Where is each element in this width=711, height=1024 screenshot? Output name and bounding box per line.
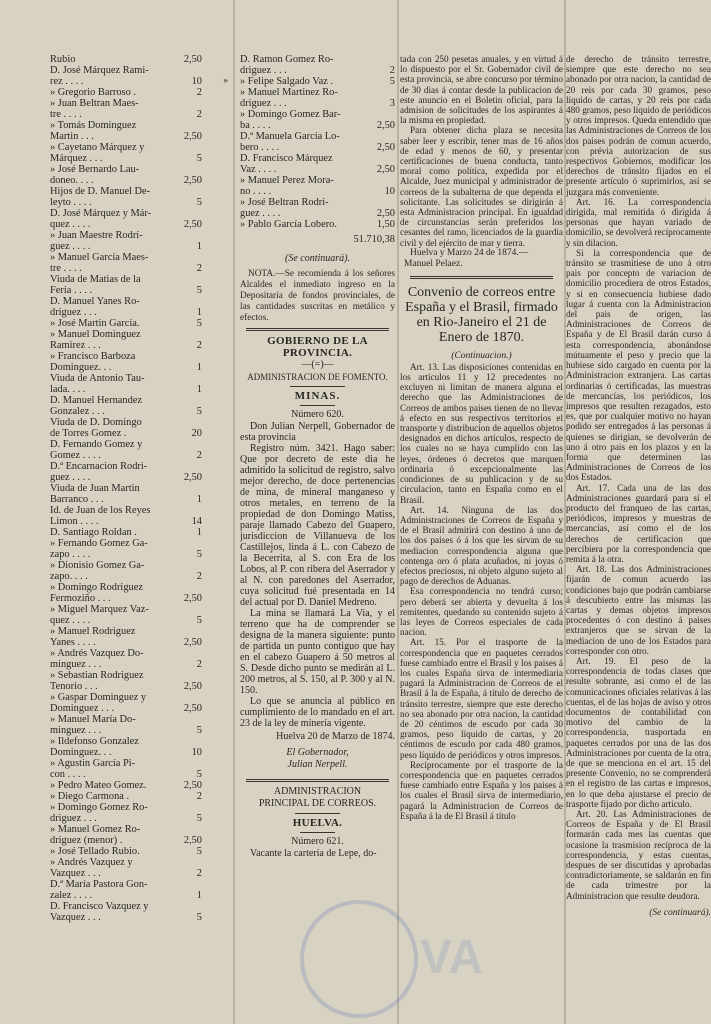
subscriber-name: driguez . . . — [240, 98, 287, 109]
subscriber-name: Vazquez . . . — [50, 868, 101, 879]
subsection-title: ADMINISTRACION DE FOMENTO. — [247, 372, 388, 382]
subscription-row — [240, 186, 395, 197]
subscription-amount: 2,50 — [183, 175, 202, 186]
subscriber-name: » José Martin García. — [50, 318, 140, 329]
subscription-amount: 5 — [196, 769, 202, 780]
paragraph: Registro núm. 3421. Hago saber: Que por decreto de este dia he admitido la solicitud de registro, salvo mejor derecho, de doce pertenencias de mina, de mineral manganeso y otros metales, en terreno de la propiedad de don Domingo Matiss, paraje llamado Cabezo del Guapero, jurisdiccion de Villanueva de los Castillejos, linda á L. con Cabezo de la Becerrita, al S. con Era de los Lobos, al P. con ribera del Aserrador y al N. con paredones del Aserrador, cuya solicitud fué presentada en 14 del actual por D. Daniel Medreno. — [240, 443, 395, 608]
subscription-list-column — [50, 54, 228, 923]
subscriber-name: D.ª Encarnacion Rodri- — [50, 461, 148, 472]
subscriber-name: » José Bernardo Lau- — [50, 164, 140, 175]
subscription-row — [240, 87, 395, 98]
correos-column — [400, 54, 563, 821]
subscription-amount: 2,50 — [183, 54, 202, 65]
subscriber-name: rez . . . . — [50, 76, 84, 87]
subscription-row — [240, 164, 395, 175]
paragraph: Recíprocamente por el trasporte de la correspondencia que en paquetes cerrados fuese cambiado entre España y los paises á los cuales el Brasil sirva de intermediario, pagará la Administracion de Correos de España á la de El Brasil á título — [400, 759, 563, 821]
subscription-amount: 10 — [191, 76, 202, 87]
paragraph: tada con 250 pesetas anuales, y en virtud á lo dispuesto por el Sr. Gobernador civil de esta provincia, se abre concurso por término de 30 dias á contar desde la publicacion de este anuncio en el Boletin oficial, para la admision de solicitudes de los aspirantes á la misma en propiedad. — [400, 54, 563, 126]
subscription-row — [50, 318, 228, 329]
divider — [410, 276, 553, 279]
paragraph: La mina se llamará La Via, y el terreno que ha de comprender se designa de la manera siguiente: punto de partida un punto contiguo que hay en el cabezo Guapero á 50 metros al S. Desde dicho punto se medirán al L. 200 metros, al S. 150, al P. 300 y al N. 150. — [240, 608, 395, 696]
section-sep: —(=)— — [301, 359, 334, 370]
subscriber-name: » Agustin García Pi- — [50, 758, 136, 769]
signature-title: El Gobernador, — [286, 747, 349, 758]
subscription-amount: 2,50 — [183, 637, 202, 648]
subscription-row — [50, 197, 228, 208]
subscriber-name: D. Ramon Gomez Ro- — [240, 54, 334, 65]
total-row — [240, 234, 395, 245]
subscription-row — [50, 241, 228, 252]
subscription-row — [50, 219, 228, 230]
subscription-amount: 2 — [196, 87, 202, 98]
subscription-row — [50, 252, 228, 263]
subscriber-name: Rubio — [50, 54, 76, 65]
subscription-amount: 2,50 — [183, 681, 202, 692]
paragraph: Don Julian Nerpell, Gobernador de esta provincia — [240, 421, 395, 443]
divider — [290, 386, 345, 387]
continue-note: (Se continuará). — [649, 907, 711, 918]
paragraph: de derecho de tránsito terrestre, siempre que este derecho no sea abonado por otra nacion, la cantidad de 20 reis por cada 30 gramos, peso líquido de cartas, y 20 reis por cada 480 gramos, peso líquido de periódicos y otros impresos. Queda entendido que las Administraciones de Correos de los dos paises podrán de comun acuerdo, con prévia autorizacion de sus respectivos Gobiernos, modificar los derechos de tránsito fijados en el presente artículo ó suprimirlos, así se juzgara más conveniente. — [566, 54, 711, 197]
subscription-amount: 1 — [196, 362, 202, 373]
subscription-row — [50, 54, 228, 65]
subscriber-name: » José Tellado Rubio. — [50, 846, 140, 857]
subscription-row — [50, 824, 228, 835]
subscription-row — [50, 714, 228, 725]
subscriber-name: » Gaspar Dominguez y — [50, 692, 147, 703]
subscription-row — [50, 791, 228, 802]
subscription-amount: 2 — [196, 659, 202, 670]
subscription-amount: 2 — [196, 791, 202, 802]
subscriber-name: driguez . . . — [50, 307, 97, 318]
correos-heading: PRINCIPAL DE CORREOS. — [258, 798, 377, 809]
subscription-row — [50, 692, 228, 703]
subscriber-name: » Domingo Gomez Bar- — [240, 109, 341, 120]
subscription-row — [50, 615, 228, 626]
subscription-row — [50, 527, 228, 538]
number-heading: Número 620. — [291, 409, 344, 420]
subscriber-name: tre . . . . — [50, 263, 82, 274]
subscription-row — [50, 417, 228, 428]
subscription-row — [50, 340, 228, 351]
subscriber-name: » Manuel Gomez Ro- — [50, 824, 141, 835]
subscriber-name: Gomez . . . . — [50, 450, 101, 461]
subscription-row — [240, 54, 395, 65]
subscriber-name: zapo. . . . — [50, 571, 88, 582]
subscription-row — [50, 263, 228, 274]
subscriber-name: Hijos de D. Manuel De- — [50, 186, 151, 197]
subscription-amount: 5 — [196, 549, 202, 560]
subscriber-name: zalez . . . . — [50, 890, 93, 901]
subscription-row — [50, 538, 228, 549]
subscriber-name: » Manuel Dominguez — [50, 329, 141, 340]
subscription-row — [50, 483, 228, 494]
subscription-amount: 2,50 — [183, 780, 202, 791]
subscription-row — [240, 76, 395, 87]
article: Art. 18. Las dos Administraciones fijarán de comun acuerdo las condiciones bajo que podrán cambiarse á descubierto entre las mismas las cartas y demas objetos impresos procedentes ó con destino á paises extranjeros que se sirvan de la mediacion de uno de los Estados para corresponder con otro. — [566, 564, 711, 656]
subscriber-name: » Andrés Vazquez Do- — [50, 648, 144, 659]
subscriber-name: bero . . . . — [240, 142, 280, 153]
subscriber-name: driguez . . . — [240, 65, 287, 76]
subscription-amount: 5 — [389, 76, 395, 87]
watermark-text: VA — [420, 931, 484, 984]
subscription-amount: 5 — [196, 846, 202, 857]
subscriber-name: Fermoziño . . . — [50, 593, 111, 604]
subscription-amount: 2,50 — [183, 131, 202, 142]
subscription-row — [50, 670, 228, 681]
subscriber-name: minguez . . . — [50, 659, 102, 670]
subscription-row — [50, 164, 228, 175]
subscriber-name: quez . . . . — [50, 615, 91, 626]
subscriber-name: » Tomás Dominguez — [50, 120, 137, 131]
subscription-row — [50, 142, 228, 153]
subscriber-name: » Juan Beltran Maes- — [50, 98, 139, 109]
subscriber-name: leyto . . . . — [50, 197, 92, 208]
divider — [300, 832, 335, 833]
subscriber-name: » Manuel Rodriguez — [50, 626, 136, 637]
subscriber-name: » Pedro Mateo Gomez. — [50, 780, 147, 791]
subscriber-name: » Manuel Perez Mora- — [240, 175, 334, 186]
subscriber-name: » Dionisio Gomez Ga- — [50, 560, 145, 571]
subscriber-name: Dominguez. . . — [50, 362, 112, 373]
signature-name: Manuel Pelaez. — [404, 258, 463, 269]
subscription-row — [50, 868, 228, 879]
subscription-row — [50, 65, 228, 76]
article: Art. 20. Las Administraciones de Correos de España y de El Brasil formarán cada mes las cuentas que ocasione la trasmision recíproca de la correspondencia, y estas cuentas, despues de ser discutidas y aprobadas contradictoriamente, se saldarán en fin de cada trimestre por la Administracion que resulte deudora. — [566, 809, 711, 901]
subscriber-name: Yanes . . . . — [50, 637, 96, 648]
subscription-row — [50, 296, 228, 307]
subscription-row — [240, 109, 395, 120]
date-line: Huelva 20 de Marzo de 1874. — [276, 731, 395, 742]
subscription-amount: 5 — [196, 285, 202, 296]
divider — [246, 779, 389, 782]
article: Art. 17. Cada una de las dos Administraciones guardará para sí el producto del franqueo de las cartas, periódicos, impresos y muestras de mercancías, así como el de los derechos de certificacion que percibiera por la correspondencia que remita á la otra. — [566, 482, 711, 564]
subscriber-name: » Felipe Salgado Vaz . — [240, 76, 334, 87]
government-column — [240, 54, 395, 859]
convenio-continued-column — [566, 54, 711, 919]
subscriber-name: Dominguez. . . — [50, 747, 112, 758]
subscription-row — [50, 329, 228, 340]
subscriber-name: D. Santiago Roldan . — [50, 527, 137, 538]
subscription-amount: 2 — [196, 263, 202, 274]
subscriber-name: » José Beltran Rodri- — [240, 197, 329, 208]
section-title: GOBIERNO DE LA PROVINCIA. — [267, 335, 368, 359]
subscriber-name: Id. de Juan de los Reyes — [50, 505, 151, 516]
subscription-row — [50, 230, 228, 241]
continue-note: (Se continuará). — [285, 253, 350, 264]
subscription-amount: 10 — [191, 747, 202, 758]
subscriber-name: guez . . . . — [50, 472, 91, 483]
convenio-title: Convenio de correos entre España y el Brasil, firmado en Rio-Janeiro el 21 de Enero de 1870. — [405, 284, 558, 345]
subscription-amount: 2 — [196, 340, 202, 351]
subscription-amount: 1 — [196, 241, 202, 252]
subscriber-name: minguez . . . — [50, 725, 102, 736]
subscription-row — [240, 131, 395, 142]
subscriber-name: » Juan Maestre Rodrí- — [50, 230, 143, 241]
subscription-row — [240, 120, 395, 131]
subscriber-name: D. José Márquez y Már- — [50, 208, 152, 219]
subscriber-name: D. Fernando Gomez y — [50, 439, 143, 450]
subscriber-name: guez . . . . — [50, 241, 91, 252]
subscription-amount: 2 — [196, 109, 202, 120]
subscription-row — [50, 637, 228, 648]
subscription-row — [50, 813, 228, 824]
subscriber-name: tre . . . . — [50, 109, 82, 120]
subscription-amount: 5 — [196, 615, 202, 626]
subscriber-name: doneo. . . . — [50, 175, 94, 186]
subscription-row — [50, 98, 228, 109]
subscription-row — [50, 450, 228, 461]
total-amount: 51.710,38 — [353, 234, 395, 245]
subscription-row — [50, 802, 228, 813]
archive-stamp — [300, 900, 418, 1018]
subscriber-name: » Diego Carmona . — [50, 791, 130, 802]
subscription-row — [50, 747, 228, 758]
subscription-row — [50, 857, 228, 868]
subscription-row — [50, 593, 228, 604]
subscription-row — [50, 890, 228, 901]
subscription-amount: 2,50 — [376, 208, 395, 219]
subscription-row — [50, 351, 228, 362]
subscriber-name: » Gregorio Barroso . — [50, 87, 136, 98]
subscription-row — [50, 362, 228, 373]
subscriber-name: quez . . . . — [50, 219, 91, 230]
subscriber-name: » Manuel Martinez Ro- — [240, 87, 338, 98]
subscription-row — [50, 76, 228, 87]
subscriber-name: » Pablo García Lobero. — [240, 219, 337, 230]
subscription-row — [240, 219, 395, 230]
subscription-row — [50, 153, 228, 164]
subscription-row — [50, 648, 228, 659]
subscription-row — [50, 879, 228, 890]
subscription-row — [50, 703, 228, 714]
subscriber-name: » Manuel María Do- — [50, 714, 136, 725]
subscription-row — [240, 98, 395, 109]
subscription-amount: 1 — [196, 307, 202, 318]
subscription-row — [50, 505, 228, 516]
subscriber-name: D. José Márquez Rami- — [50, 65, 149, 76]
subscription-row — [50, 131, 228, 142]
subscriber-name: » Ildefonso Gonzalez — [50, 736, 139, 747]
subscription-row — [50, 285, 228, 296]
continuation-note: (Continuacion.) — [451, 350, 512, 361]
subscriber-name: de Torres Gomez . — [50, 428, 127, 439]
subscriber-name: Viuda de D. Domingo — [50, 417, 142, 428]
subscription-row — [50, 769, 228, 780]
subscriber-name: con . . . . — [50, 769, 86, 780]
subscriber-name: » Domingo Gomez Ro- — [50, 802, 148, 813]
subscription-row — [50, 461, 228, 472]
subscription-row — [50, 560, 228, 571]
subscription-row — [50, 208, 228, 219]
subscriber-name: Viuda de Antonio Tau- — [50, 373, 145, 384]
subscription-row — [50, 439, 228, 450]
subscriber-name: Limon . . . . — [50, 516, 99, 527]
subscription-amount: 5 — [196, 912, 202, 923]
subscription-row — [50, 901, 228, 912]
subscription-row — [240, 175, 395, 186]
paragraph: Esa correspondencia no tendrá curso; pero deberá ser abierta y devuelta á los remitentes, quedando su contenido sujeto á las leyes de Correos especiales de cada nacion. — [400, 586, 563, 638]
subscription-amount: 2 — [389, 65, 395, 76]
correos-heading: ADMINISTRACION — [273, 786, 362, 797]
subscription-row — [240, 142, 395, 153]
subscriber-name: D.ª María Pastora Gon- — [50, 879, 148, 890]
subscriber-name: » Cayetano Márquez y — [50, 142, 145, 153]
subscription-amount: 1,50 — [376, 219, 395, 230]
subscription-row — [50, 120, 228, 131]
paragraph: Si la correspondencia que de tránsito se trasmitiese de uno á otro pais por concepto de variacion de domicilio procediera de otros Estados, y si en consecuencia hubiese dado lugar á cuenta con la Administracion del pais de origen, las Administraciones de Correos de España y de El Brasil darán curso á esta correspondencia, abonándose mútuamente el peso y precio que la hubiese sido cargado en cuenta por la Administracion extranjera. Las cartas ordinarias ó certificadas, las muestras de mercancías, los periódicos, los impresos que resulten rezagados, esto es, que por cualquier motivo no hayan podido ser entregados á las personas á quienes se dirigian, se devolverán de uno á otro pais en los plazos y en la forma que determinen las Administraciones de Correos de los dos Estados. — [566, 247, 711, 483]
subscription-row — [50, 549, 228, 560]
subscription-amount: 5 — [196, 153, 202, 164]
subscription-row — [50, 725, 228, 736]
subscriber-name: » Miguel Marquez Vaz- — [50, 604, 149, 615]
subscription-row — [50, 626, 228, 637]
paragraph: Para obtener dicha plaza se necesita saber leer y escribir, tener mas de 16 años de edad y menos de 60, y presentar certificaciones de buena conducta, tanto moral como política, expedida por el Alcalde, Juez municipal y administrador de correos de la subalterna de que dependa el solicitante. Las solicitudes se dirigirán á esta Administracion principal. En igualdad de circunstancias serán preferidos los cesantes del ramo, licenciados de la guardia civil y del ejército de mar y tierra. — [400, 125, 563, 248]
subscriber-name: Ramirez . . . — [50, 340, 101, 351]
subscriber-name: no . . . . — [240, 186, 272, 197]
subscriber-name: Dominguez . . . — [50, 703, 115, 714]
subscriber-name: Márquez . . . — [50, 153, 103, 164]
huelva-heading: HUELVA. — [292, 817, 343, 829]
subscription-amount: 5 — [196, 406, 202, 417]
subscription-row — [50, 109, 228, 120]
subscription-amount: 1 — [196, 890, 202, 901]
subscriber-name: driguez . . . — [50, 813, 97, 824]
subscription-amount: 20 — [191, 428, 202, 439]
subscription-amount: 5 — [196, 813, 202, 824]
subscription-amount: 5 — [196, 318, 202, 329]
article: Art. 14. Ninguna de las dos Administraciones de Correos de España y de el Brasil admitirá con destino á uno de los dos paises ó á los que les sirvan de su mediacion correspondencia alguna que contenga oro ó plata acuñados, ni joyas ó efectos preciosos, ni objeto alguno sujeto al pago de derechos de Aduanas. — [400, 504, 563, 587]
subscription-row — [50, 395, 228, 406]
subscription-row — [240, 65, 395, 76]
subscription-amount: 2 — [196, 571, 202, 582]
subscriber-name: Viuda de Juan Martin — [50, 483, 140, 494]
divider — [246, 328, 389, 331]
subscriber-name: guez . . . . — [240, 208, 281, 219]
divider — [300, 405, 335, 406]
subscription-row — [50, 175, 228, 186]
article: Art. 16. La correspondencia dirigida, mal remitida ó dirigida á personas que hayan variado de domicilio, se devolverá recíprocamente y sin dilacion. — [566, 196, 711, 248]
column-divider — [233, 0, 235, 1024]
subscription-amount: 2 — [196, 868, 202, 879]
subscriber-name: Vazquez . . . — [50, 912, 101, 923]
divider — [295, 813, 340, 814]
subscription-row — [240, 197, 395, 208]
subscription-amount: 2,50 — [183, 703, 202, 714]
subscriber-name: driguez (menor) . — [50, 835, 123, 846]
signature-name: Julian Nerpell. — [287, 759, 348, 770]
subscription-row — [240, 208, 395, 219]
article: Art. 19. El peso de la correspondencia de todas clases que resulte sobrante, así como el de las comunicaciones oficiales relativas á las cuentas, el de las hojas de aviso y otros documentos de contabilidad con motivo del cambio de la correspondencia, trasportada en paquetes cerrados por una de las dos Administraciones por cuenta de la otra, de que se menciona en el art. 15 del presente Convenio, no se comprenderá en el registro de las cartas e impresos, en lo que deba ajustarse el precio de trasporte fijado por dicho artículo. — [566, 655, 711, 809]
subscriber-name: Gonzalez . . . — [50, 406, 105, 417]
subscription-amount: 14 — [191, 516, 202, 527]
subscriber-name: » Francisco Barboza — [50, 351, 136, 362]
paragraph: Lo que se anuncia al público en cumplimiento de lo mandado en el art. 23 de la ley de minería vigente. — [240, 696, 395, 729]
number-heading: Número 621. — [291, 836, 344, 847]
subscription-row — [50, 835, 228, 846]
subscriber-name: Tenorio . . . — [50, 681, 98, 692]
subscriber-name: Martin . . . — [50, 131, 94, 142]
subscription-row — [50, 186, 228, 197]
article: Art. 13. Las disposiciones contenidas en los artículos 11 y 12 precedentes no excluyen ni limitan de manera alguna el derecho que las Administraciones de Correos de ambos paises tienen de no llevar á efecto en sus respectivos territorios el transporte y distribucion de aquellos objetos designados en dichos artículos, respecto de los cuales no se haya cumplido con las leyes, órdenes ó decretos que marquen ordinaria ó excepcionalmente las condiciones de su publicacion y de su circulacion, tanto en España como en el Brasil. — [400, 361, 563, 505]
subscription-row — [50, 846, 228, 857]
subscription-amount: 1 — [196, 384, 202, 395]
minas-heading: MINAS. — [294, 390, 341, 402]
subscriber-name: D. Francisco Vazquez y — [50, 901, 149, 912]
subscription-row — [50, 604, 228, 615]
subscription-row — [50, 659, 228, 670]
subscription-row — [50, 571, 228, 582]
subscriber-name: Feria . . . . — [50, 285, 93, 296]
subscriber-name: » Andrés Vazquez y — [50, 857, 133, 868]
subscription-row — [50, 406, 228, 417]
subscription-amount: 2,50 — [183, 472, 202, 483]
subscription-row — [50, 582, 228, 593]
subscriber-name: D.ª Manuela García Lo- — [240, 131, 340, 142]
subscriber-name: » Domingo Rodriguez — [50, 582, 143, 593]
subscriber-name: D. Manuel Yanes Ro- — [50, 296, 140, 307]
subscriber-name: » Manuel García Maes- — [50, 252, 149, 263]
subscription-row — [50, 274, 228, 285]
subscription-amount: 2,50 — [183, 835, 202, 846]
subscription-row — [50, 307, 228, 318]
subscription-row — [50, 681, 228, 692]
subscription-row — [50, 736, 228, 747]
subscriber-name: Vaz . . . . — [240, 164, 277, 175]
subscriber-name: lada. . . . — [50, 384, 86, 395]
subscription-amount: 2,50 — [183, 219, 202, 230]
column-divider — [397, 0, 399, 1024]
subscription-row — [50, 87, 228, 98]
subscriber-name: Barranco . . . — [50, 494, 104, 505]
subscription-amount: 1 — [196, 494, 202, 505]
subscription-amount: 5 — [196, 197, 202, 208]
subscription-row — [50, 780, 228, 791]
subscription-amount: 1 — [196, 527, 202, 538]
subscription-row — [50, 384, 228, 395]
subscription-amount: 10 — [384, 186, 395, 197]
subscription-row — [50, 494, 228, 505]
subscription-row — [240, 153, 395, 164]
subscriber-name: » Fernando Gomez Ga- — [50, 538, 148, 549]
subscriber-name: D. Francisco Márquez — [240, 153, 333, 164]
subscription-row — [50, 373, 228, 384]
subscription-row — [50, 472, 228, 483]
subscription-row — [50, 428, 228, 439]
subscription-amount: 2,50 — [376, 120, 395, 131]
subscriber-name: D. Manuel Hernandez — [50, 395, 143, 406]
subscription-amount: 2,50 — [183, 593, 202, 604]
subscription-amount: 5 — [196, 725, 202, 736]
subscriber-name: ba . . . . — [240, 120, 271, 131]
subscription-row — [50, 516, 228, 527]
subscription-amount: 2 — [196, 450, 202, 461]
subscriber-name: Viuda de Matias de la — [50, 274, 141, 285]
article: Art. 15. Por el trasporte de la correspondencia que en paquetes cerrados fuese cambiado entre el Brasil y los paises á los cuales España sirva de intermediaria pagará la Administracion de Correos de el Brasil á la de España, á título de derecho de tránsito terrestre, siempre que este derecho no sea abonado por otra nacion, la cantidad de 20 céntimos de escudo por cada 30 gramos, peso líquido de cartas, y 20 céntimos de escudo por cada 480 gramos, peso líquido de periódicos y otros impresos. — [400, 637, 563, 760]
subscription-row — [50, 912, 228, 923]
subscriber-name: » Sebastian Rodriguez — [50, 670, 144, 681]
paragraph: Vacante la cartería de Lepe, do- — [250, 848, 377, 859]
date-line: Huelva y Marzo 24 de 1874.— — [410, 247, 529, 258]
subscription-amount: 2,50 — [376, 142, 395, 153]
subscription-amount: 3 — [389, 98, 395, 109]
subscriber-name: zapo . . . . — [50, 549, 91, 560]
subscription-amount: 2,50 — [376, 164, 395, 175]
side-mark: » — [223, 76, 228, 86]
nota: NOTA.—Se recomienda á los señores Alcaldes el inmediato ingreso en la Depositaría de fondos provinciales, de las cantidades suscritas en metálico y efectos. — [240, 269, 395, 323]
subscription-row — [50, 758, 228, 769]
